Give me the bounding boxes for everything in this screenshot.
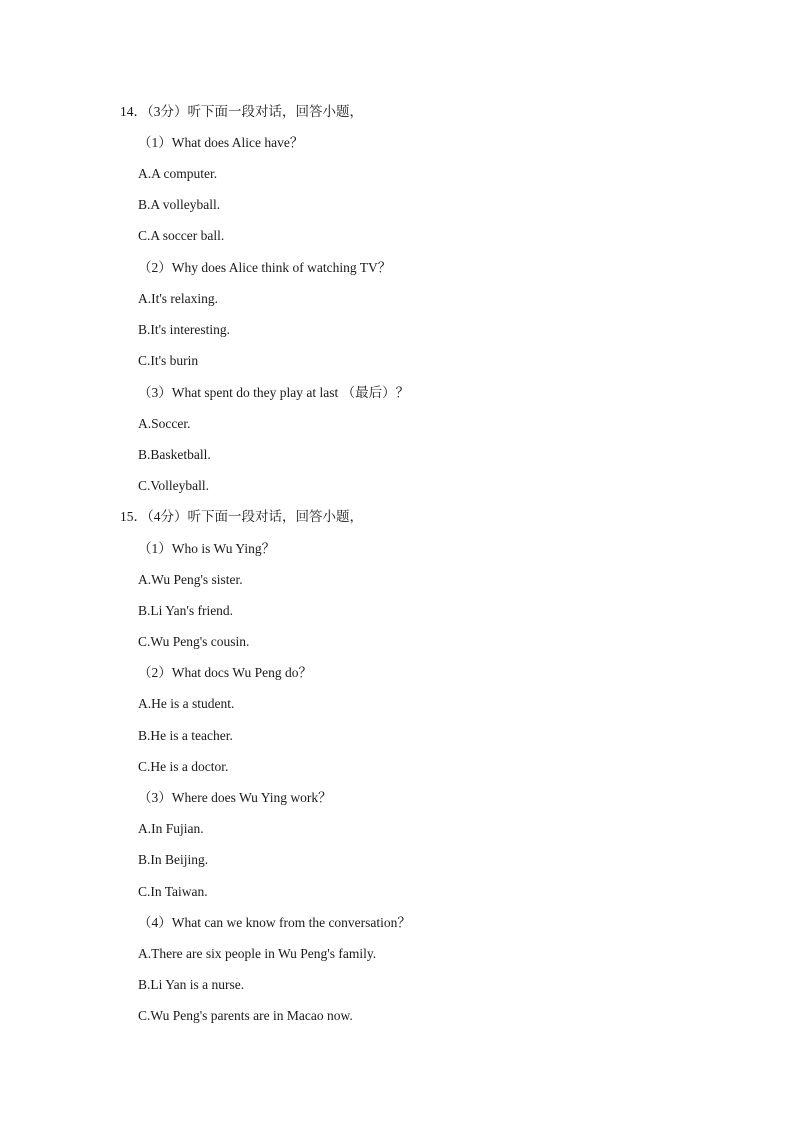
question-15-header: 15．（4分）听下面一段对话，回答小题， bbox=[120, 509, 363, 524]
q14-sub2-prompt: （2）Why does Alice think of watching TV？ bbox=[138, 260, 392, 275]
q14-sub1-option-b: B.A volleyball. bbox=[138, 197, 221, 212]
q14-sub3-option-c: C.Volleyball. bbox=[138, 478, 210, 493]
q14-sub3-prompt: （3）What spent do they play at last （最后）？ bbox=[138, 385, 410, 400]
q15-sub1-option-b: B.Li Yan's friend. bbox=[138, 603, 234, 618]
q15-sub3-option-b: B.In Beijing. bbox=[138, 852, 209, 867]
q15-sub2-option-a: A.He is a student. bbox=[138, 696, 235, 711]
q15-sub1-option-a: A.Wu Peng's sister. bbox=[138, 572, 243, 587]
q15-sub2-option-b: B.He is a teacher. bbox=[138, 728, 233, 743]
q15-sub1-option-c: C.Wu Peng's cousin. bbox=[138, 634, 250, 649]
q15-sub2-prompt: （2）What docs Wu Peng do？ bbox=[138, 665, 312, 680]
q15-sub2-option-c: C.He is a doctor. bbox=[138, 759, 229, 774]
q15-sub3-option-a: A.In Fujian. bbox=[138, 821, 204, 836]
q14-sub1-prompt: （1）What does Alice have？ bbox=[138, 135, 304, 150]
q14-sub3-option-b: B.Basketball. bbox=[138, 447, 211, 462]
q14-sub2-option-a: A.It's relaxing. bbox=[138, 291, 219, 306]
q15-sub3-option-c: C.In Taiwan. bbox=[138, 884, 208, 899]
q14-sub2-option-c: C.It's burin bbox=[138, 353, 199, 368]
q14-sub1-option-c: C.A soccer ball. bbox=[138, 228, 225, 243]
q15-sub4-prompt: （4）What can we know from the conversation？ bbox=[138, 915, 411, 930]
q15-sub4-option-c: C.Wu Peng's parents are in Macao now. bbox=[138, 1008, 353, 1023]
q14-sub3-option-a: A.Soccer. bbox=[138, 416, 191, 431]
q15-sub1-prompt: （1）Who is Wu Ying？ bbox=[138, 541, 276, 556]
q14-sub2-option-b: B.It's interesting. bbox=[138, 322, 231, 337]
q15-sub3-prompt: （3）Where does Wu Ying work？ bbox=[138, 790, 332, 805]
q15-sub4-option-b: B.Li Yan is a nurse. bbox=[138, 977, 245, 992]
question-14-header: 14．（3分）听下面一段对话，回答小题， bbox=[120, 104, 363, 119]
q15-sub4-option-a: A.There are six people in Wu Peng's family. bbox=[138, 946, 377, 961]
q14-sub1-option-a: A.A computer. bbox=[138, 166, 218, 181]
